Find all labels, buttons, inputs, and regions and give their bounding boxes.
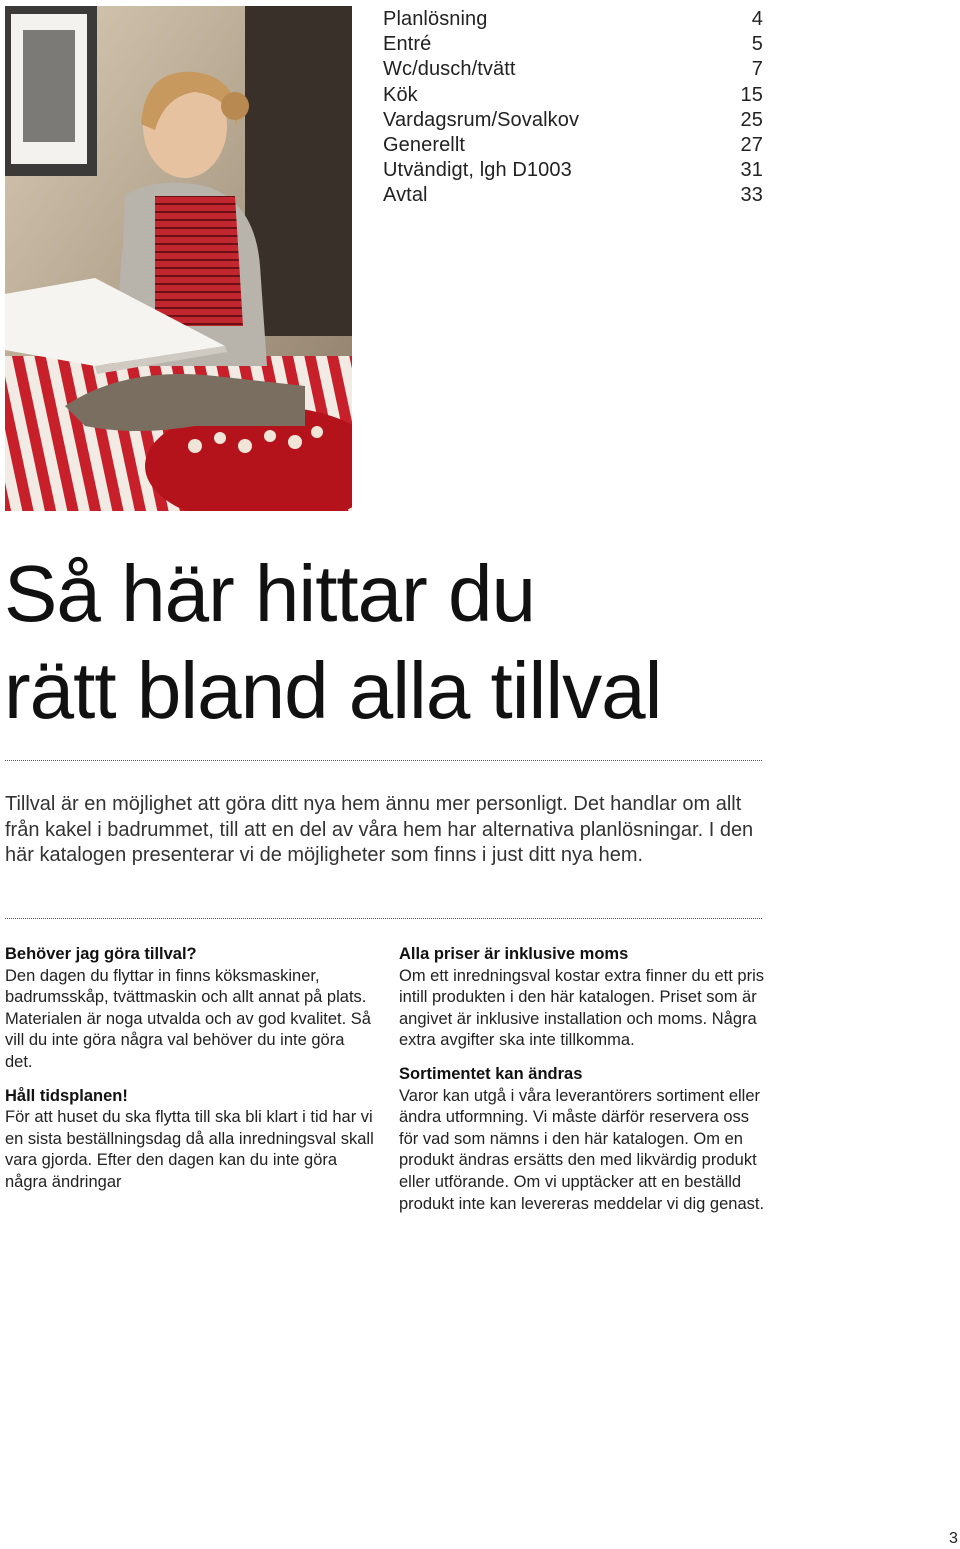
toc-entry-page: 15: [740, 83, 763, 106]
toc-entry: [383, 133, 763, 158]
toc-entry-page: 31: [740, 159, 763, 182]
toc-entry-page: 25: [740, 108, 763, 131]
toc-entry: [383, 83, 763, 108]
toc-entry-page: 5: [751, 33, 763, 56]
info-section: [399, 1064, 769, 1215]
toc-entry-label: Avtal: [383, 184, 428, 207]
section-body: För att huset du ska flytta till ska bli klart i tid har vi en sista beställningsdag då alla inredningsval skall vara gjorda. Efter den dagen kan du inte göra några ändringar: [5, 1108, 374, 1191]
dotted-divider: [5, 760, 762, 761]
toc-entry: [383, 57, 763, 82]
intro-paragraph: Tillval är en möjlighet att göra ditt nya hem ännu mer personligt. Det handlar om allt från kakel i badrummet, till att en del av våra hem har alternativa planlösningar. I den här katalogen presenterar vi de möjligheter som finns i just ditt nya hem.: [5, 793, 754, 867]
section-heading: Behöver jag göra tillval?: [5, 945, 197, 963]
toc-entry-page: 27: [740, 134, 763, 157]
toc-entry-label: Wc/dusch/tvätt: [383, 58, 516, 81]
hero-photo: [5, 6, 352, 511]
page-number: 3: [949, 1530, 958, 1547]
left-column: [5, 944, 375, 1206]
info-section: [399, 944, 769, 1052]
section-body: Den dagen du flyttar in finns köksmaskiner, badrumsskåp, tvättmaskin och allt annat på plats. Materialen är noga utvalda och av god kvalitet. Så vill du inte göra några val behöver du inte göra det.: [5, 966, 371, 1071]
section-heading: Sortimentet kan ändras: [399, 1064, 583, 1083]
section-body: Varor kan utgå i våra leverantörers sortiment eller ändra utformning. Vi måste därför reservera oss för vad som nämns i den här katalogen. Om en produkt ändras ersätts den med likvärdig produkt eller utförande. Om vi upptäcker att en beställd produkt inte kan levereras meddelar vi dig genast.: [399, 1086, 765, 1213]
dotted-divider: [5, 918, 762, 919]
right-column: [399, 944, 769, 1227]
toc-entry-label: Kök: [383, 83, 418, 106]
info-section: [5, 944, 375, 1074]
toc-entry: [383, 32, 763, 57]
toc-entry-page: 4: [751, 8, 763, 30]
toc-entry: [383, 108, 763, 133]
page-title: [4, 545, 954, 739]
toc-entry: [383, 7, 763, 32]
table-of-contents: [383, 7, 763, 209]
toc-entry-label: Planlösning: [383, 8, 488, 30]
toc-entry-page: 7: [751, 58, 763, 81]
info-section: [5, 1086, 375, 1194]
photo-woman-with-laptop-icon: [5, 6, 352, 511]
section-body: Om ett inredningsval kostar extra finner du ett pris intill produkten i den här katalogen. Priset som är angivet är inklusive installation och moms. Några extra avgifter ska inte tillkomma.: [399, 966, 764, 1050]
toc-entry-label: Vardagsrum/Sovalkov: [383, 108, 580, 131]
page-title-line-2: rätt bland alla tillval: [4, 646, 662, 735]
toc-entry-label: Entré: [383, 33, 432, 56]
toc-entry: [383, 183, 763, 208]
toc-entry-page: 33: [740, 184, 763, 207]
toc-entry: [383, 158, 763, 183]
page-title-line-1: Så här hittar du: [4, 549, 535, 638]
toc-entry-label: Generellt: [383, 134, 466, 157]
section-heading: Håll tidsplanen!: [5, 1086, 128, 1105]
section-heading: Alla priser är inklusive moms: [399, 945, 629, 963]
toc-entry-label: Utvändigt, lgh D1003: [383, 159, 572, 182]
